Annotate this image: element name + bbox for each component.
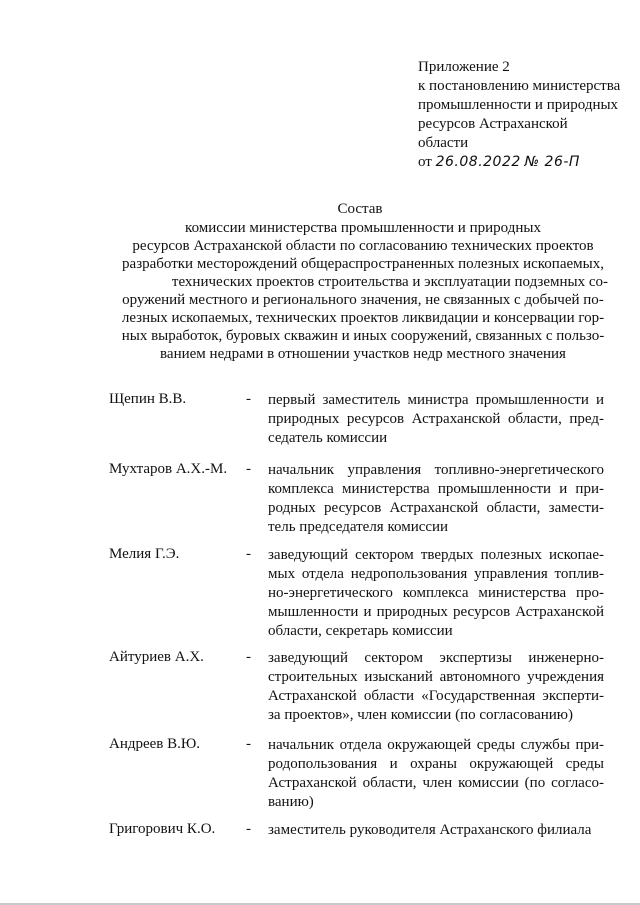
role-line: начальник управления топливно-энергетического bbox=[268, 462, 604, 478]
member-dash: - bbox=[246, 461, 251, 477]
title-line: разработки месторождений общераспространенных полезных ископаемых, bbox=[122, 256, 604, 272]
title-line: ных выработок, буровых скважин и иных сооружений, связанных с пользо- bbox=[121, 328, 605, 344]
role-line: седатель комиссии bbox=[268, 430, 388, 446]
member-dash: - bbox=[246, 736, 251, 752]
appendix-line: области bbox=[418, 135, 469, 151]
role-line: мышленности и природных ресурсов Астраханской bbox=[268, 604, 604, 620]
member-role bbox=[268, 461, 604, 537]
member-role bbox=[268, 649, 604, 725]
role-line: ванию) bbox=[268, 794, 314, 810]
member-dash: - bbox=[246, 821, 251, 837]
member-dash: - bbox=[246, 649, 251, 665]
appendix-line: к постановлению министерства bbox=[418, 78, 621, 94]
member-name: Андреев В.Ю. bbox=[109, 736, 201, 752]
role-line: начальник отдела окружающей среды службы при- bbox=[268, 737, 604, 753]
role-line: за проектов», член комиссии (по согласованию) bbox=[268, 707, 573, 723]
appendix-line: промышленности и природных bbox=[418, 97, 619, 113]
title-line: ванием недрами в отношении участков недр местного значения bbox=[160, 346, 566, 362]
member-role bbox=[268, 736, 604, 812]
handwritten-date: 26.08.2022 bbox=[435, 154, 521, 170]
appendix-line: Приложение 2 bbox=[418, 59, 510, 75]
appendix-date-line bbox=[418, 153, 633, 172]
title-line: комиссии министерства промышленности и природных bbox=[185, 220, 541, 236]
member-name: Айтуриев А.Х. bbox=[109, 649, 204, 665]
role-line: заместитель руководителя Астраханского филиала bbox=[268, 822, 592, 838]
member-role bbox=[268, 821, 604, 840]
role-line: Астраханской области, член комиссии (по согласо- bbox=[268, 775, 604, 791]
role-line: мых отдела недропользования управления топлив- bbox=[268, 566, 604, 582]
role-line: природных ресурсов Астраханской области, пред- bbox=[268, 411, 604, 427]
date-prefix: от bbox=[418, 154, 432, 170]
role-line: родопользования и охраны окружающей среды bbox=[268, 756, 604, 772]
member-name: Мухтаров А.Х.-М. bbox=[109, 461, 228, 477]
member-name: Мелия Г.Э. bbox=[109, 546, 180, 562]
title-description bbox=[118, 219, 608, 363]
member-role bbox=[268, 391, 604, 448]
title-line: оружений местного и регионального значения, не связанных с добычей по- bbox=[122, 292, 604, 308]
role-line: Астраханской области «Государственная эксперти- bbox=[268, 688, 604, 704]
role-line: строительных изысканий автономного учреждения bbox=[268, 669, 604, 685]
member-name: Щепин В.В. bbox=[109, 391, 187, 407]
role-line: комплекса министерства промышленности и при- bbox=[268, 481, 604, 497]
member-dash: - bbox=[246, 391, 251, 407]
title-line: технических проектов строительства и эксплуатации подземных со- bbox=[171, 274, 608, 290]
handwritten-number: № 26-П bbox=[524, 154, 580, 170]
role-line: заведующий сектором экспертизы инженерно- bbox=[268, 650, 604, 666]
role-line: первый заместитель министра промышленности и bbox=[268, 392, 604, 408]
member-role bbox=[268, 546, 604, 641]
title-line: лезных ископаемых, технических проектов ликвидации и консервации гор- bbox=[121, 310, 605, 326]
member-dash: - bbox=[246, 546, 251, 562]
appendix-header bbox=[418, 58, 633, 172]
role-line: родных ресурсов Астраханской области, замести- bbox=[268, 500, 604, 516]
document-title: Состав bbox=[337, 201, 383, 217]
role-line: но-энергетического комплекса министерства про- bbox=[268, 585, 604, 601]
appendix-line: ресурсов Астраханской bbox=[418, 116, 568, 132]
role-line: тель председателя комиссии bbox=[268, 519, 449, 535]
member-name: Григорович К.О. bbox=[109, 821, 216, 837]
role-line: области, секретарь комиссии bbox=[268, 623, 453, 639]
role-line: заведующий сектором твердых полезных ископае- bbox=[268, 547, 604, 563]
title-line: ресурсов Астраханской области по согласованию технических проектов bbox=[132, 238, 594, 254]
